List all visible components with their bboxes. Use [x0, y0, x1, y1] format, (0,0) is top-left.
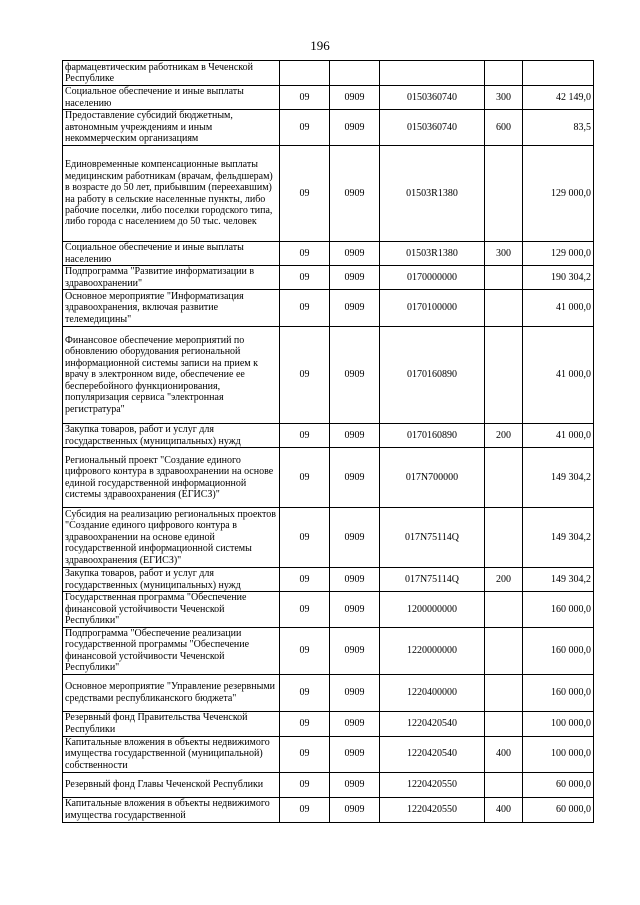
expense-type-cell: 300 [485, 242, 523, 266]
subsection-cell [330, 61, 380, 86]
section-cell: 09 [280, 290, 330, 327]
subsection-cell: 0909 [330, 797, 380, 822]
amount-cell: 160 000,0 [523, 592, 594, 628]
row-name-cell: Субсидия на реализацию региональных проектов "Создание единого цифрового контура в здравоохранении на основе единой государственной информационной системы здравоохранения (ЕГИСЗ)" [63, 508, 280, 568]
amount-cell: 129 000,0 [523, 146, 594, 242]
expense-type-cell: 400 [485, 797, 523, 822]
table-row [63, 448, 594, 508]
expense-type-cell [485, 711, 523, 736]
row-name-cell: Государственная программа "Обеспечение финансовой устойчивости Чеченской Республики" [63, 592, 280, 628]
section-cell: 09 [280, 146, 330, 242]
table-row [63, 110, 594, 146]
amount-cell: 129 000,0 [523, 242, 594, 266]
expense-type-cell: 300 [485, 86, 523, 110]
section-cell [280, 61, 330, 86]
expense-type-cell: 600 [485, 110, 523, 146]
subsection-cell: 0909 [330, 327, 380, 424]
amount-cell: 60 000,0 [523, 772, 594, 797]
row-name-cell: Подпрограмма "Развитие информатизации в здравоохранении" [63, 266, 280, 290]
section-cell: 09 [280, 508, 330, 568]
subsection-cell: 0909 [330, 736, 380, 772]
table-row [63, 797, 594, 822]
expense-type-cell [485, 508, 523, 568]
amount-cell: 41 000,0 [523, 290, 594, 327]
amount-cell: 100 000,0 [523, 711, 594, 736]
target-article-cell: 017N75114Q [380, 508, 485, 568]
table-row [63, 711, 594, 736]
row-name-cell: фармацевтическим работникам в Чеченской Республике [63, 61, 280, 86]
row-name-cell: Закупка товаров, работ и услуг для государственных (муниципальных) нужд [63, 424, 280, 448]
row-name-cell: Региональный проект "Создание единого цифрового контура в здравоохранении на основе единой государственной информационной системы здравоохранения (ЕГИСЗ)" [63, 448, 280, 508]
table-row [63, 592, 594, 628]
table-row [63, 772, 594, 797]
table-row [63, 736, 594, 772]
section-cell: 09 [280, 674, 330, 711]
subsection-cell: 0909 [330, 146, 380, 242]
target-article-cell: 1220420550 [380, 797, 485, 822]
amount-cell: 41 000,0 [523, 424, 594, 448]
section-cell: 09 [280, 86, 330, 110]
expense-type-cell: 200 [485, 424, 523, 448]
expense-type-cell [485, 327, 523, 424]
subsection-cell: 0909 [330, 266, 380, 290]
target-article-cell: 0150360740 [380, 86, 485, 110]
target-article-cell: 0170160890 [380, 327, 485, 424]
table-row [63, 424, 594, 448]
section-cell: 09 [280, 772, 330, 797]
table-row [63, 508, 594, 568]
row-name-cell: Единовременные компенсационные выплаты медицинским работникам (врачам, фельдшерам) в возрасте до 50 лет, прибывшим (переехавшим) на работу в сельские населенные пункты, либо рабочие поселки, либо поселки городского типа, либо города с населением до 50 тыс. человек [63, 146, 280, 242]
row-name-cell: Резервный фонд Главы Чеченской Республики [63, 772, 280, 797]
target-article-cell: 0170000000 [380, 266, 485, 290]
subsection-cell: 0909 [330, 448, 380, 508]
section-cell: 09 [280, 628, 330, 675]
section-cell: 09 [280, 592, 330, 628]
subsection-cell: 0909 [330, 508, 380, 568]
target-article-cell: 1220420540 [380, 711, 485, 736]
target-article-cell: 1220420550 [380, 772, 485, 797]
expense-type-cell: 400 [485, 736, 523, 772]
row-name-cell: Резервный фонд Правительства Чеченской Республики [63, 711, 280, 736]
section-cell: 09 [280, 242, 330, 266]
subsection-cell: 0909 [330, 711, 380, 736]
section-cell: 09 [280, 266, 330, 290]
section-cell: 09 [280, 568, 330, 592]
section-cell: 09 [280, 736, 330, 772]
expense-type-cell [485, 266, 523, 290]
target-article-cell: 01503R1380 [380, 146, 485, 242]
expense-type-cell [485, 61, 523, 86]
subsection-cell: 0909 [330, 110, 380, 146]
subsection-cell: 0909 [330, 592, 380, 628]
target-article-cell: 1200000000 [380, 592, 485, 628]
budget-table [62, 60, 594, 823]
amount-cell: 160 000,0 [523, 674, 594, 711]
expense-type-cell [485, 592, 523, 628]
target-article-cell: 1220400000 [380, 674, 485, 711]
table-row [63, 146, 594, 242]
target-article-cell: 0150360740 [380, 110, 485, 146]
row-name-cell: Закупка товаров, работ и услуг для государственных (муниципальных) нужд [63, 568, 280, 592]
subsection-cell: 0909 [330, 86, 380, 110]
subsection-cell: 0909 [330, 424, 380, 448]
amount-cell: 100 000,0 [523, 736, 594, 772]
target-article-cell: 01503R1380 [380, 242, 485, 266]
table-row [63, 242, 594, 266]
table-row [63, 674, 594, 711]
target-article-cell: 1220420540 [380, 736, 485, 772]
row-name-cell: Капитальные вложения в объекты недвижимого имущества государственной (муниципальной) собственности [63, 736, 280, 772]
amount-cell: 149 304,2 [523, 508, 594, 568]
subsection-cell: 0909 [330, 242, 380, 266]
target-article-cell: 017N700000 [380, 448, 485, 508]
table-row [63, 86, 594, 110]
amount-cell: 60 000,0 [523, 797, 594, 822]
target-article-cell: 017N75114Q [380, 568, 485, 592]
expense-type-cell [485, 674, 523, 711]
amount-cell: 41 000,0 [523, 327, 594, 424]
page-number: 196 [310, 38, 330, 53]
target-article-cell: 1220000000 [380, 628, 485, 675]
row-name-cell: Капитальные вложения в объекты недвижимого имущества государственной [63, 797, 280, 822]
amount-cell: 160 000,0 [523, 628, 594, 675]
target-article-cell: 0170100000 [380, 290, 485, 327]
row-name-cell: Основное мероприятие "Информатизация здравоохранения, включая развитие телемедицины" [63, 290, 280, 327]
amount-cell: 149 304,2 [523, 448, 594, 508]
expense-type-cell: 200 [485, 568, 523, 592]
amount-cell: 190 304,2 [523, 266, 594, 290]
subsection-cell: 0909 [330, 568, 380, 592]
section-cell: 09 [280, 110, 330, 146]
section-cell: 09 [280, 327, 330, 424]
table-row [63, 290, 594, 327]
table-row [63, 628, 594, 675]
subsection-cell: 0909 [330, 628, 380, 675]
section-cell: 09 [280, 797, 330, 822]
row-name-cell: Основное мероприятие "Управление резервными средствами республиканского бюджета" [63, 674, 280, 711]
amount-cell: 42 149,0 [523, 86, 594, 110]
section-cell: 09 [280, 711, 330, 736]
section-cell: 09 [280, 448, 330, 508]
expense-type-cell [485, 146, 523, 242]
row-name-cell: Предоставление субсидий бюджетным, автономным учреждениям и иным некоммерческим организациям [63, 110, 280, 146]
subsection-cell: 0909 [330, 772, 380, 797]
row-name-cell: Финансовое обеспечение мероприятий по обновлению оборудования региональной информационной системы записи на прием к врачу в электронном виде, обеспечение ее бесперебойного функционирования, популяризация сервиса "электронная регистратура" [63, 327, 280, 424]
table-row [63, 568, 594, 592]
target-article-cell [380, 61, 485, 86]
expense-type-cell [485, 448, 523, 508]
row-name-cell: Социальное обеспечение и иные выплаты населению [63, 242, 280, 266]
expense-type-cell [485, 772, 523, 797]
table-body [63, 61, 594, 823]
table-row [63, 61, 594, 86]
row-name-cell: Подпрограмма "Обеспечение реализации государственной программы "Обеспечение финансовой устойчивости Чеченской Республики" [63, 628, 280, 675]
section-cell: 09 [280, 424, 330, 448]
amount-cell [523, 61, 594, 86]
table-row [63, 266, 594, 290]
expense-type-cell [485, 290, 523, 327]
target-article-cell: 0170160890 [380, 424, 485, 448]
expense-type-cell [485, 628, 523, 675]
table-row [63, 327, 594, 424]
subsection-cell: 0909 [330, 674, 380, 711]
subsection-cell: 0909 [330, 290, 380, 327]
row-name-cell: Социальное обеспечение и иные выплаты населению [63, 86, 280, 110]
amount-cell: 149 304,2 [523, 568, 594, 592]
amount-cell: 83,5 [523, 110, 594, 146]
